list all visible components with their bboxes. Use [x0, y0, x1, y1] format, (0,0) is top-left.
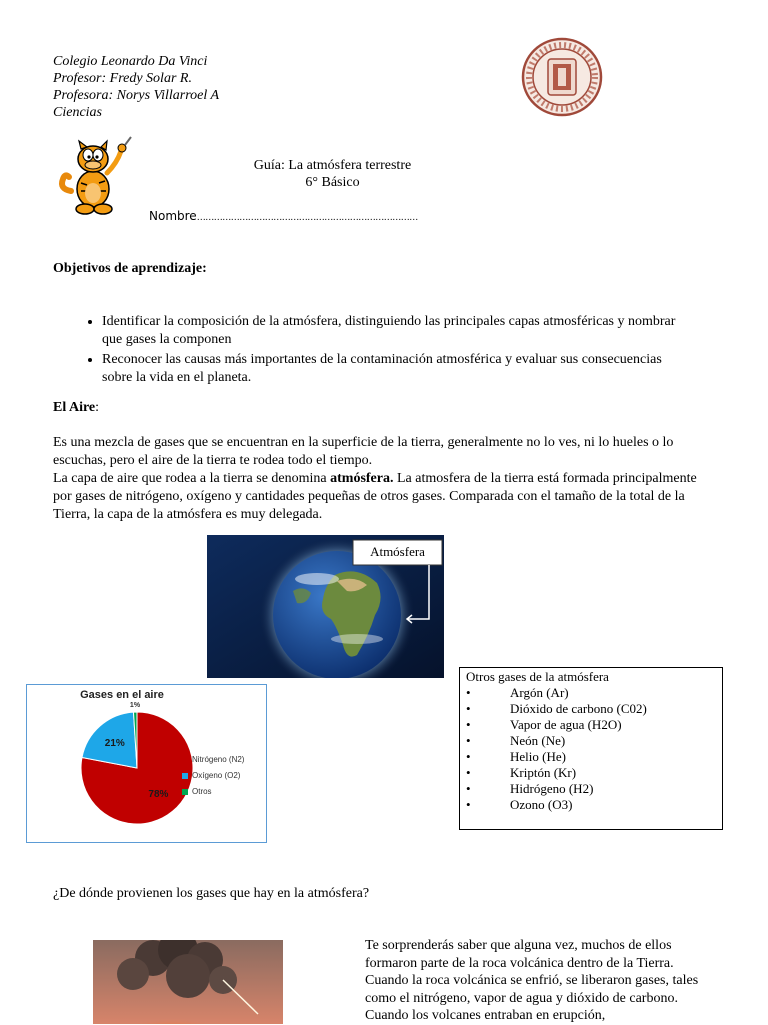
- objectives-heading: Objetivos de aprendizaje:: [53, 261, 207, 276]
- bullet: •: [466, 733, 471, 748]
- other-gas-name: Kriptón (Kr): [510, 765, 577, 780]
- atmosphere-callout-label: Atmósfera: [370, 544, 425, 559]
- subject-name: Ciencias: [53, 105, 102, 120]
- atmosphere-term: atmósfera.: [330, 471, 394, 486]
- school-name: Colegio Leonardo Da Vinci: [53, 54, 208, 69]
- name-dotted-line[interactable]: ……………………………………………………………………: [196, 213, 418, 223]
- air-heading-colon: :: [95, 400, 100, 415]
- legend-item-others: [182, 787, 244, 796]
- other-gases-box: [459, 667, 723, 830]
- gases-origin-question: ¿De dónde provienen los gases que hay en la atmósfera?: [53, 886, 370, 901]
- gases-pie-chart: [26, 684, 267, 843]
- other-gas-item: [466, 749, 716, 765]
- school-header: [53, 53, 313, 121]
- volcano-paragraph: Te sorprenderás saber que alguna vez, muchos de ellos formaron parte de la roca volcánica dentro de la Tierra. Cuando la roca volcánica se enfrió, se liberaron gases, tales como el nitrógeno, vapor de agua y dióxido de carbono. Cuando los volcanes entraban en erupción,: [365, 938, 699, 1023]
- objectives-list: [53, 313, 693, 389]
- legend-item-nitrogen: [182, 755, 244, 764]
- pie-label-oxygen: 21%: [104, 737, 125, 749]
- air-paragraph-2-end: La atmosfera de la tierra está formada principalmente por gases de nitrógeno, oxígeno y cantidades pequeñas de otros gases. Comparada con el tamaño de la total de la Tierra, la capa de la atmósfera es muy delegada.: [53, 471, 697, 522]
- other-gases-list: [466, 685, 716, 813]
- teacher-name: Profesor: Fredy Solar R.: [53, 71, 192, 86]
- other-gas-name: Neón (Ne): [510, 733, 566, 748]
- pie-label-others: 1%: [129, 702, 141, 710]
- other-gas-name: Ozono (O3): [510, 797, 573, 812]
- name-label: Nombre: [149, 209, 197, 223]
- air-heading-text: El Aire: [53, 400, 96, 415]
- air-paragraph-2: [53, 470, 718, 524]
- other-gas-name: Argón (Ar): [510, 685, 569, 700]
- other-gas-item: [466, 685, 716, 701]
- bullet: •: [466, 765, 471, 780]
- other-gas-name: Dióxido de carbono (C02): [510, 701, 647, 716]
- bullet: •: [466, 749, 471, 764]
- bullet: •: [466, 717, 471, 732]
- other-gas-item: [466, 797, 716, 813]
- legend-label: Nitrógeno (N2): [192, 755, 245, 764]
- other-gas-item: [466, 781, 716, 797]
- objective-item: • Reconocer las causas más importantes de la contaminación atmosférica y evaluar sus consecuencias sobre la vida en el planeta.: [102, 351, 693, 387]
- objective-item: • Identificar la composición de la atmósfera, distinguiendo las principales capas atmosféricas y nombrar que gases la componen: [102, 313, 693, 349]
- name-field[interactable]: [149, 209, 569, 223]
- school-seal-logo: [521, 37, 603, 117]
- legend-label: Otros: [192, 787, 212, 796]
- bullet: •: [466, 797, 471, 812]
- air-paragraph-2-start: La capa de aire que rodea a la tierra se denomina: [53, 471, 331, 486]
- other-gas-name: Helio (He): [510, 749, 566, 764]
- air-paragraph-1: Es una mezcla de gases que se encuentran en la superficie de la tierra, generalmente no lo ves, ni lo hueles o lo escuchas, pero el aire de la tierra te rodea todo el tiempo.: [53, 435, 674, 468]
- volcano-eruption-image: [93, 940, 283, 1024]
- bullet: •: [466, 701, 471, 716]
- other-gas-name: Hidrógeno (H2): [510, 781, 594, 796]
- earth-atmosphere-image: [207, 535, 444, 678]
- bullet: •: [466, 685, 471, 700]
- legend-swatch: [182, 789, 188, 795]
- legend-item-oxygen: [182, 771, 244, 780]
- air-paragraph: [53, 434, 718, 524]
- teacher-name-2: Profesora: Norys Villarroel A: [53, 88, 220, 103]
- other-gas-item: [466, 765, 716, 781]
- pie-label-nitrogen: 78%: [148, 788, 169, 800]
- chart-title: Gases en el aire: [80, 689, 164, 701]
- other-gas-item: [466, 733, 716, 749]
- other-gas-item: [466, 717, 716, 733]
- legend-swatch: [182, 773, 188, 779]
- chart-legend: [182, 755, 244, 803]
- other-gas-item: [466, 701, 716, 717]
- guide-title-line1: Guía: La atmósfera terrestre: [253, 158, 412, 173]
- bullet: •: [466, 781, 471, 796]
- air-heading: [53, 400, 99, 416]
- legend-label: Oxígeno (O2): [192, 771, 241, 780]
- guide-title: [200, 157, 465, 191]
- legend-swatch: [182, 757, 188, 763]
- other-gases-title: Otros gases de la atmósfera: [466, 669, 609, 684]
- guide-title-line2: 6° Básico: [305, 175, 360, 190]
- cat-mascot-image: [57, 133, 137, 218]
- other-gas-name: Vapor de agua (H2O): [510, 717, 622, 732]
